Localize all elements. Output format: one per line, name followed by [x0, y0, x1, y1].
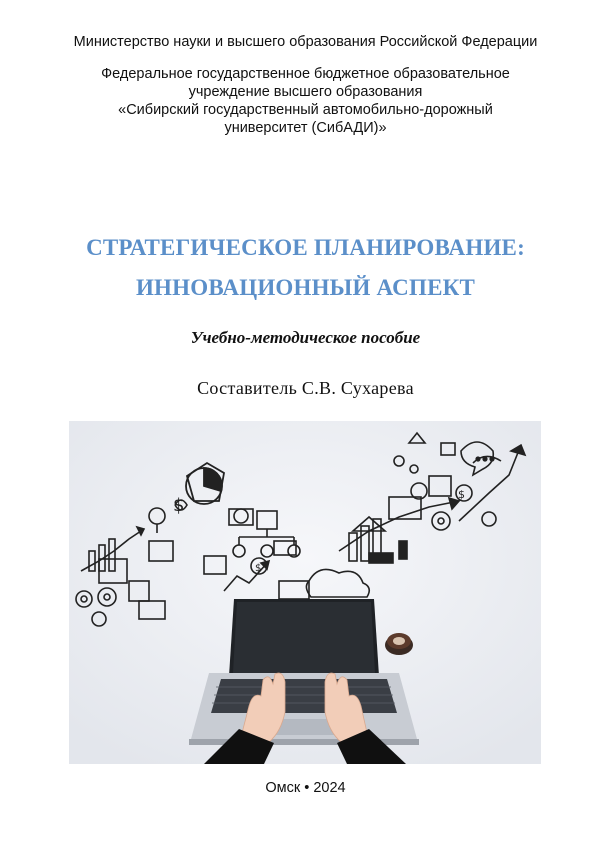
title-line-1: СТРАТЕГИЧЕСКОЕ ПЛАНИРОВАНИЕ:	[86, 235, 525, 260]
institution-line-3: «Сибирский государственный автомобильно-дорожный	[118, 102, 493, 118]
svg-text:$: $	[173, 495, 185, 516]
book-subtitle: Учебно-методическое пособие	[190, 328, 421, 347]
cover-illustration	[69, 421, 541, 764]
author-line: Составитель С.В. Сухарева	[197, 378, 414, 398]
institution-line-1: Федеральное государственное бюджетное образовательное	[101, 66, 510, 82]
institution-line-4: университет (СибАДИ)»	[224, 120, 387, 136]
svg-text:$: $	[255, 563, 262, 574]
ministry-line: Министерство науки и высшего образования Российской Федерации	[73, 34, 538, 50]
title-line-2: ИННОВАЦИОННЫЙ АСПЕКТ	[135, 275, 476, 300]
book-title	[0, 228, 611, 308]
institution-line-2: учреждение высшего образования	[188, 84, 423, 100]
svg-text:$: $	[458, 488, 465, 501]
institution-block	[0, 65, 611, 137]
laptop-doodle-illustration	[69, 421, 541, 764]
publication-place-year: Омск • 2024	[265, 780, 346, 796]
